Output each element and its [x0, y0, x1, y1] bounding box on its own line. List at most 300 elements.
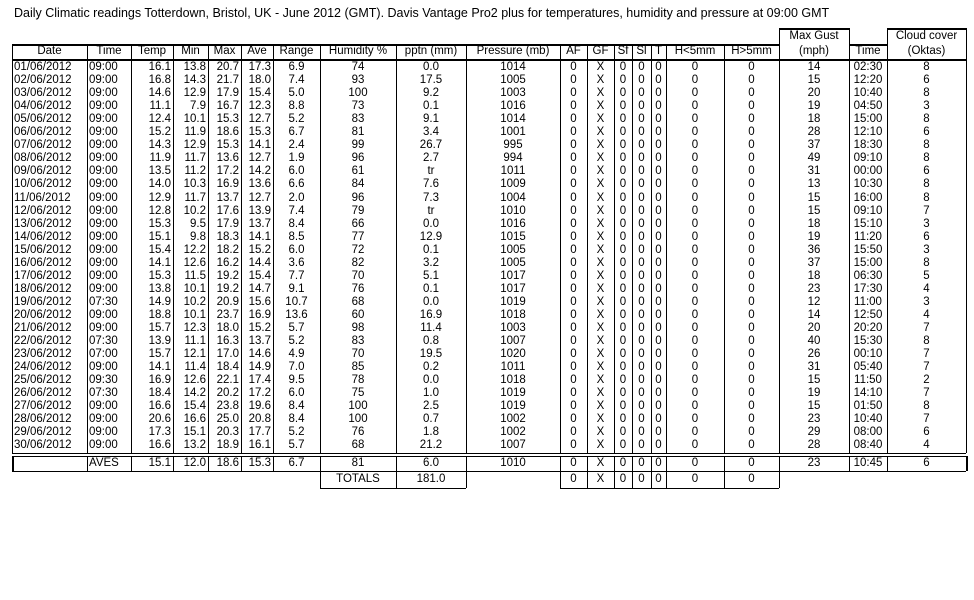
cell-humidity: 73 [351, 100, 365, 113]
cell-humidity: 98 [351, 322, 365, 334]
cell-t: 0 [655, 74, 662, 87]
cell-pptn: 12.9 [419, 230, 443, 243]
cell-humidity: 79 [351, 204, 365, 217]
cell-sl: 0 [638, 374, 645, 387]
cell-sl: 0 [638, 243, 645, 256]
header-sl: Sl [636, 45, 647, 57]
cell-t: 0 [655, 100, 662, 113]
totals-bottom-border [320, 488, 466, 490]
ave-divider [273, 456, 274, 471]
cell-h_lt5: 0 [691, 374, 699, 387]
cell-sl: 0 [638, 178, 645, 191]
cell-sf: 0 [619, 256, 627, 269]
cell-gf: X [596, 256, 605, 269]
cell-time: 09:00 [89, 165, 118, 178]
cell-pptn: 0.1 [423, 243, 439, 256]
cell-range: 8.5 [288, 230, 305, 243]
cell-t: 0 [655, 230, 662, 243]
header-af: AF [566, 45, 581, 57]
cell-range: 6.0 [288, 243, 305, 256]
cell-h_lt5: 0 [691, 335, 699, 348]
cell-h_lt5: 0 [691, 243, 699, 256]
cell-sl: 0 [638, 87, 645, 100]
totals-divider [320, 472, 321, 488]
cell-ave: 14.4 [248, 256, 271, 269]
cell-temp: 13.5 [148, 165, 171, 178]
cell-max: 23.8 [216, 400, 239, 413]
col-divider [887, 28, 888, 453]
cell-ave: 14.6 [248, 348, 271, 361]
cell-h_gt5: 0 [748, 74, 755, 87]
cell-gf: X [596, 295, 605, 308]
cell-pressure: 994 [503, 152, 523, 165]
cell-range: 5.7 [288, 322, 305, 334]
cell-max: 18.0 [216, 322, 239, 334]
cell-af: 0 [570, 361, 577, 374]
cell-gf: X [596, 439, 605, 452]
cell-gust: 18 [807, 113, 821, 126]
cell-date: 24/06/2012 [14, 361, 72, 374]
cell-ave: 15.2 [248, 322, 271, 334]
cell-gf: X [596, 152, 605, 165]
cell-temp: 14.3 [148, 139, 171, 152]
cell-sf: 0 [619, 126, 627, 139]
ave-divider [466, 456, 467, 471]
cell-h_lt5: 0 [691, 256, 699, 269]
header-pressure: Pressure (mb) [476, 45, 550, 57]
cell-h_lt5: 0 [691, 295, 699, 308]
cell-humidity: 68 [351, 295, 365, 308]
cell-max: 18.9 [216, 439, 239, 452]
cell-ave: 16.9 [248, 308, 271, 321]
ave-h_gt5: 0 [748, 456, 755, 469]
cell-pressure: 1019 [500, 295, 526, 308]
cell-humidity: 60 [351, 308, 365, 321]
cell-h_gt5: 0 [748, 322, 755, 334]
col-divider [466, 44, 467, 453]
cell-gf: X [596, 87, 605, 100]
cell-sf: 0 [619, 426, 627, 439]
cell-cloud: 3 [923, 295, 930, 308]
cell-h_gt5: 0 [748, 295, 755, 308]
cell-gust: 13 [807, 178, 821, 191]
cell-af: 0 [570, 335, 577, 348]
cell-time: 09:00 [89, 61, 118, 73]
cell-max: 16.9 [216, 178, 239, 191]
cell-gust-time: 16:00 [853, 191, 883, 204]
cell-h_lt5: 0 [691, 308, 699, 321]
cell-af: 0 [570, 439, 577, 452]
cell-date: 14/06/2012 [14, 230, 72, 243]
cell-pptn: 3.2 [423, 256, 439, 269]
ave-divider [87, 456, 88, 471]
cell-sf: 0 [619, 308, 627, 321]
cell-date: 26/06/2012 [14, 387, 72, 400]
cell-range: 8.4 [288, 413, 305, 426]
cell-h_lt5: 0 [691, 413, 699, 426]
cell-sl: 0 [638, 152, 645, 165]
col-divider [724, 44, 725, 453]
cell-gf: X [596, 74, 605, 87]
cell-humidity: 93 [351, 74, 365, 87]
cell-range: 5.2 [288, 426, 305, 439]
cell-pressure: 1011 [500, 361, 526, 374]
ave-divider [587, 456, 588, 471]
cell-gust: 14 [807, 61, 821, 73]
cell-sf: 0 [619, 191, 627, 204]
cell-t: 0 [655, 126, 662, 139]
cell-gust-time: 01:50 [853, 400, 883, 413]
cell-h_lt5: 0 [691, 126, 699, 139]
cell-h_lt5: 0 [691, 387, 699, 400]
cell-min: 13.2 [183, 439, 206, 452]
cell-gust-time: 08:00 [853, 426, 883, 439]
cell-gust: 28 [807, 126, 821, 139]
cell-af: 0 [570, 139, 577, 152]
cell-sl: 0 [638, 256, 645, 269]
ave-divider [849, 456, 850, 471]
cell-sl: 0 [638, 217, 645, 230]
cell-t: 0 [655, 439, 662, 452]
totals-divider [396, 472, 397, 488]
cell-max: 16.7 [216, 100, 239, 113]
cell-t: 0 [655, 322, 662, 334]
cell-pptn: 11.4 [420, 322, 442, 334]
cell-gust-time: 15:00 [853, 256, 883, 269]
cell-range: 6.9 [288, 61, 305, 73]
col-divider [12, 44, 13, 453]
ave-divider [651, 456, 652, 471]
cell-max: 15.3 [216, 139, 239, 152]
totals-pptn: 181.0 [416, 472, 446, 485]
cloud-box-top [887, 28, 966, 30]
cell-sl: 0 [638, 282, 645, 295]
cell-gust-time: 05:40 [853, 361, 883, 374]
cell-gust-time: 11:50 [854, 374, 882, 387]
cell-pressure: 1007 [500, 335, 526, 348]
ave-gust: 23 [807, 456, 821, 469]
cell-cloud: 8 [923, 256, 930, 269]
cell-min: 11.9 [184, 126, 206, 139]
col-divider [779, 28, 780, 453]
cell-date: 19/06/2012 [14, 295, 72, 308]
cell-pressure: 1005 [500, 256, 526, 269]
cell-af: 0 [570, 374, 577, 387]
cell-range: 6.7 [288, 126, 305, 139]
ave-divider [131, 456, 132, 471]
cell-gf: X [596, 361, 605, 374]
cell-gf: X [596, 139, 605, 152]
cell-min: 12.1 [183, 348, 206, 361]
cell-t: 0 [655, 152, 662, 165]
cell-temp: 16.6 [148, 439, 171, 452]
totals-divider [466, 472, 467, 488]
cell-gf: X [596, 165, 605, 178]
cell-date: 23/06/2012 [14, 348, 72, 361]
cell-h_lt5: 0 [691, 439, 699, 452]
cell-af: 0 [570, 426, 577, 439]
cell-humidity: 70 [351, 269, 365, 282]
cell-min: 12.6 [183, 256, 206, 269]
cell-h_gt5: 0 [748, 126, 755, 139]
cell-sf: 0 [619, 87, 627, 100]
cell-time: 07:30 [89, 387, 118, 400]
cell-gust-time: 09:10 [853, 152, 883, 165]
cell-pptn: tr [427, 165, 435, 178]
cell-date: 09/06/2012 [14, 165, 72, 178]
gust-time-top [849, 44, 887, 46]
cell-pressure: 1003 [500, 322, 526, 334]
cell-cloud: 8 [923, 139, 930, 152]
cell-date: 01/06/2012 [14, 61, 72, 73]
cell-pptn: 21.2 [419, 439, 443, 452]
cell-cloud: 8 [923, 178, 930, 191]
cell-date: 17/06/2012 [14, 269, 72, 282]
cell-af: 0 [570, 178, 577, 191]
cell-temp: 15.7 [148, 322, 171, 334]
cell-max: 17.6 [216, 204, 239, 217]
cell-humidity: 75 [351, 387, 365, 400]
cell-h_gt5: 0 [748, 374, 755, 387]
cell-h_lt5: 0 [691, 165, 699, 178]
cell-h_gt5: 0 [748, 335, 755, 348]
cell-gust: 20 [807, 87, 821, 100]
cell-gf: X [596, 335, 605, 348]
cell-range: 6.0 [288, 387, 305, 400]
cell-pptn: 0.0 [423, 374, 439, 387]
cell-ave: 15.6 [248, 295, 271, 308]
totals-label: TOTALS [336, 472, 380, 485]
cell-h_gt5: 0 [748, 217, 755, 230]
cell-gf: X [596, 374, 605, 387]
cell-time: 09:00 [89, 361, 118, 374]
cell-gust: 37 [807, 256, 821, 269]
cell-pressure: 1003 [500, 87, 526, 100]
cell-h_lt5: 0 [691, 322, 699, 334]
cell-h_gt5: 0 [748, 256, 755, 269]
cell-pressure: 1015 [500, 230, 526, 243]
cell-ave: 12.7 [248, 113, 271, 126]
cell-gf: X [596, 113, 605, 126]
cell-range: 9.1 [288, 282, 305, 295]
cell-time: 09:00 [89, 282, 118, 295]
cell-ave: 20.8 [248, 413, 271, 426]
col-divider [87, 44, 88, 453]
cell-range: 13.6 [285, 308, 308, 321]
cell-time: 07:30 [89, 295, 118, 308]
cell-humidity: 70 [351, 348, 365, 361]
cell-cloud: 8 [923, 61, 930, 73]
cell-h_gt5: 0 [748, 439, 755, 452]
cell-temp: 15.7 [148, 348, 171, 361]
cell-cloud: 4 [923, 282, 930, 295]
cell-sf: 0 [619, 361, 627, 374]
cell-sl: 0 [638, 295, 645, 308]
ave-divider [173, 456, 174, 471]
cell-gust-time: 12:50 [853, 308, 883, 321]
cell-af: 0 [570, 348, 577, 361]
cell-pressure: 1014 [500, 61, 526, 73]
cell-af: 0 [570, 256, 577, 269]
cell-sl: 0 [638, 269, 645, 282]
cell-ave: 14.1 [248, 139, 271, 152]
cell-min: 9.8 [190, 230, 206, 243]
cell-pressure: 1011 [500, 165, 526, 178]
cell-ave: 14.9 [248, 361, 271, 374]
ave-pptn: 6.0 [423, 456, 439, 469]
cell-sf: 0 [619, 322, 627, 334]
cell-gust: 37 [807, 139, 821, 152]
cell-pptn: 0.1 [423, 100, 439, 113]
cell-max: 19.2 [216, 269, 239, 282]
cell-gust: 26 [807, 348, 821, 361]
cell-ave: 17.4 [248, 374, 271, 387]
cell-t: 0 [655, 204, 662, 217]
cell-h_lt5: 0 [691, 269, 699, 282]
cell-range: 1.9 [288, 152, 305, 165]
cell-pressure: 1002 [500, 426, 526, 439]
cell-max: 19.2 [216, 282, 239, 295]
cell-temp: 18.4 [148, 387, 171, 400]
header-cloud-cover: Cloud cover [895, 30, 958, 42]
cell-h_lt5: 0 [691, 400, 699, 413]
cell-min: 10.1 [183, 282, 206, 295]
cell-temp: 14.1 [148, 256, 171, 269]
ave-divider [614, 456, 615, 471]
cell-pptn: 2.7 [423, 152, 439, 165]
cell-range: 7.4 [288, 204, 305, 217]
cell-cloud: 7 [923, 413, 930, 426]
cell-date: 18/06/2012 [14, 282, 72, 295]
cell-gust-time: 11:20 [854, 230, 882, 243]
cell-humidity: 68 [351, 439, 365, 452]
col-divider [560, 44, 561, 453]
cell-min: 7.9 [190, 100, 206, 113]
ave-gf: X [596, 456, 605, 469]
ave-divider [779, 456, 780, 471]
cell-range: 3.6 [288, 256, 305, 269]
col-divider [666, 44, 667, 453]
cell-h_gt5: 0 [748, 413, 755, 426]
cell-gf: X [596, 426, 605, 439]
col-divider [966, 28, 967, 453]
cell-ave: 12.7 [248, 191, 271, 204]
cell-humidity: 78 [351, 374, 365, 387]
cell-pressure: 1002 [500, 413, 526, 426]
ave-ave: 15.3 [248, 456, 271, 469]
totals-divider [632, 472, 633, 488]
cell-sf: 0 [619, 230, 627, 243]
cell-time: 09:00 [89, 322, 118, 334]
cell-max: 20.9 [216, 295, 239, 308]
ave-divider [396, 456, 397, 471]
cell-temp: 16.6 [148, 400, 171, 413]
ave-humidity: 81 [351, 456, 365, 469]
cell-cloud: 7 [923, 387, 930, 400]
cell-range: 7.0 [288, 361, 305, 374]
totals-divider [651, 472, 652, 488]
cell-af: 0 [570, 295, 577, 308]
cell-gust-time: 10:30 [853, 178, 883, 191]
cell-sl: 0 [638, 230, 645, 243]
cell-af: 0 [570, 152, 577, 165]
cell-gf: X [596, 204, 605, 217]
cell-date: 25/06/2012 [14, 374, 72, 387]
cell-temp: 20.6 [148, 413, 171, 426]
cell-sl: 0 [638, 348, 645, 361]
cell-min: 12.6 [183, 374, 206, 387]
cell-range: 8.8 [288, 100, 305, 113]
cell-date: 02/06/2012 [14, 74, 72, 87]
cell-time: 09:00 [89, 126, 118, 139]
cell-min: 12.3 [183, 322, 206, 334]
cell-gf: X [596, 269, 605, 282]
cell-date: 07/06/2012 [14, 139, 72, 152]
cell-t: 0 [655, 113, 662, 126]
cell-h_gt5: 0 [748, 191, 755, 204]
cell-sf: 0 [619, 295, 627, 308]
cell-gust-time: 20:20 [853, 322, 883, 334]
header-max: Max [213, 45, 236, 57]
cell-gust: 19 [807, 230, 821, 243]
cell-pressure: 1010 [500, 204, 526, 217]
cell-h_gt5: 0 [748, 269, 755, 282]
cell-h_lt5: 0 [691, 113, 699, 126]
cell-t: 0 [655, 413, 662, 426]
cell-humidity: 100 [348, 413, 368, 426]
cell-pressure: 1001 [500, 126, 526, 139]
col-divider [241, 44, 242, 453]
cell-h_gt5: 0 [748, 387, 755, 400]
ave-cloud: 6 [923, 456, 930, 469]
gust-box-top [779, 28, 849, 30]
cell-h_lt5: 0 [691, 230, 699, 243]
cell-gf: X [596, 348, 605, 361]
ave-divider [666, 456, 667, 471]
cell-gust: 49 [807, 152, 821, 165]
cell-pptn: 5.1 [423, 269, 439, 282]
cell-min: 15.4 [183, 400, 206, 413]
cell-h_gt5: 0 [748, 178, 755, 191]
cell-af: 0 [570, 243, 577, 256]
cell-max: 17.2 [216, 165, 239, 178]
cell-cloud: 8 [923, 191, 930, 204]
cell-sf: 0 [619, 374, 627, 387]
cell-time: 09:00 [89, 87, 118, 100]
cell-sf: 0 [619, 113, 627, 126]
ave-divider [241, 456, 242, 471]
cell-gf: X [596, 100, 605, 113]
cell-gust-time: 06:30 [853, 269, 883, 282]
totals-divider [560, 472, 561, 488]
cell-sl: 0 [638, 100, 645, 113]
cell-pressure: 1018 [500, 374, 526, 387]
cell-temp: 16.8 [148, 74, 171, 87]
cell-cloud: 3 [923, 243, 930, 256]
totals-h_lt5: 0 [691, 472, 699, 485]
cell-af: 0 [570, 87, 577, 100]
cell-pressure: 1019 [500, 387, 526, 400]
col-divider [587, 44, 588, 453]
cell-time: 09:00 [89, 269, 118, 282]
cell-time: 09:00 [89, 178, 118, 191]
cell-sf: 0 [619, 400, 627, 413]
cell-sl: 0 [638, 308, 645, 321]
cell-humidity: 96 [351, 152, 365, 165]
cell-time: 09:00 [89, 74, 118, 87]
cell-h_lt5: 0 [691, 61, 699, 73]
cell-pptn: 0.8 [423, 335, 439, 348]
